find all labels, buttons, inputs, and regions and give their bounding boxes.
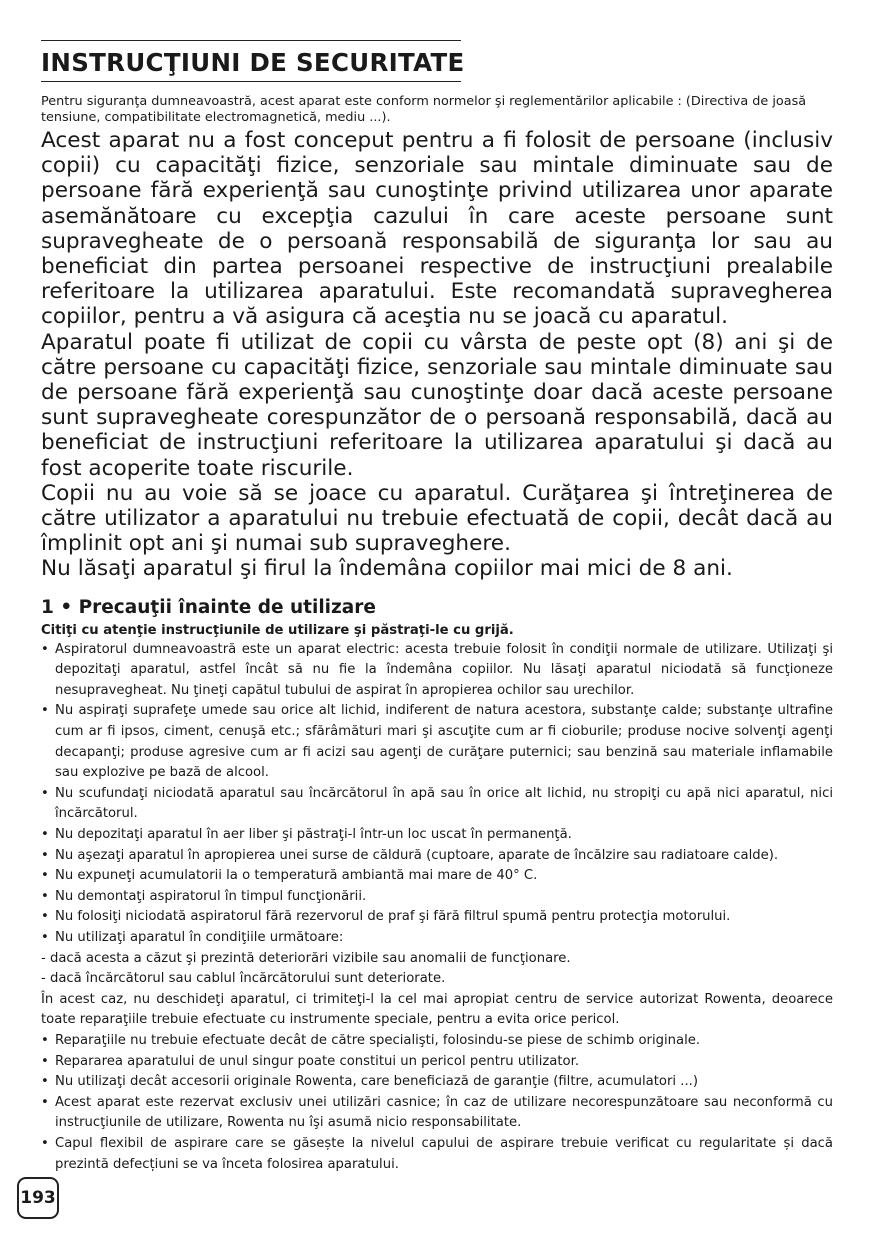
bullet-icon: • [41,1053,49,1069]
bullet-icon: • [41,1094,49,1110]
bullet-icon: • [41,1032,49,1048]
precautions-list-a [41,640,833,949]
list-item: • Nu aspiraţi suprafeţe umede sau orice alt lichid, indiferent de natura acestora, substanţe calde; substanţe ultrafine cum ar fi ipsos, ciment, cenuşă etc.; sfărâmături mari şi ascuţite cum ar fi cioburile; produse nocive solvenţi agenţi decapanţi; produse agresive cum ar fi acizi sau agenţi de curăţare puternici; sau benzină sau materiale inflamabile sau explozive pe bază de alcool. [41,703,833,781]
title-rule-top [41,40,461,41]
list-item: • Nu utilizaţi aparatul în condiţiile următoare: [41,928,833,949]
title-rule-bottom [41,81,461,82]
section-title: 1 • Precauţii înainte de utilizare [41,596,376,618]
section-subtitle: Citiţi cu atenţie instrucţiunile de utilizare şi păstraţi-le cu grijă. [41,622,514,638]
warning-paragraph: Acest aparat nu a fost conceput pentru a fi folosit de persoane (inclusiv copii) cu capacităţi fizice, senzoriale sau mintale diminuate sau de persoane fără experienţă sau cunoştinţe privind utilizarea unor aparate asemănătoare cu excepţia cazului în care aceste persoane sunt supravegheate de o persoană responsabilă de siguranţa lor sau au beneficiat din partea persoanei respective de instrucţiuni prealabile referitoare la utilizarea aparatului. Este recomandată supravegherea copiilor, pentru a vă asigura că aceştia nu se joacă cu aparatul. [41,128,833,330]
condition-line: - dacă acesta a căzut şi prezintă deteriorări vizibile sau anomalii de funcţionare. [41,950,571,966]
warnings-block [41,128,833,582]
list-item: • Acest aparat este rezervat exclusiv unei utilizări casnice; în caz de utilizare necorespunzătoare sau neconformă cu instrucţiunile de utilizare, Rowenta nu îşi asumă nicio responsabilitate. [41,1094,833,1131]
precautions-list-b [41,1031,833,1175]
bullet-icon: • [41,847,49,863]
list-item: • Repararea aparatului de unul singur poate constitui un pericol pentru utilizator. [41,1052,833,1073]
warning-paragraph: Aparatul poate fi utilizat de copii cu vârsta de peste opt (8) ani şi de către persoane cu capacităţi fizice, senzoriale sau mintale diminuate sau de persoane fără experienţă sau cunoştinţe doar dacă aceste persoane sunt supravegheate corespunzător de o persoană responsabilă, dacă au beneficiat de instrucţiuni referitoare la utilizarea aparatului şi dacă au fost acoperite toate riscurile. [41,329,833,481]
list-item: • Nu utilizaţi decât accesorii originale Rowenta, care beneficiază de garanţie (filtre, acumulatori ...) [41,1072,833,1093]
bullet-icon: • [41,641,49,657]
page-content [41,40,833,1175]
list-item: • Nu expuneţi acumulatorii la o temperatură ambiantă mai mare de 40° C. [41,866,833,887]
warning-paragraph: Nu lăsaţi aparatul şi firul la îndemâna copiilor mai mici de 8 ani. [41,556,733,582]
service-note: În acest caz, nu deschideţi aparatul, ci trimiteţi-l la cel mai apropiat centru de service autorizat Rowenta, deoarece toate reparaţiile trebuie efectuate cu instrumente speciale, pentru a evita orice pericol. [41,991,833,1028]
list-item: • Nu scufundaţi niciodată aparatul sau încărcătorul în apă sau în orice alt lichid, nu stropiţi cu apă nici aparatul, nici încărcătorul. [41,785,833,822]
condition-line: - dacă încărcătorul sau cablul încărcătorului sunt deteriorate. [41,971,446,987]
list-item: • Capul flexibil de aspirare care se găsește la nivelul capului de aspirare trebuie verificat cu regularitate și dacă prezintă defecțiuni se va înceta folosirea aparatului. [41,1135,833,1172]
page-title: INSTRUCŢIUNI DE SECURITATE [41,48,465,77]
bullet-icon: • [41,1074,49,1090]
list-item: • Reparaţiile nu trebuie efectuate decât de către specialişti, folosindu-se piese de schimb originale. [41,1031,833,1052]
list-item: • Nu demontaţi aspiratorul în timpul funcţionării. [41,887,833,908]
bullet-icon: • [41,909,49,925]
bullet-icon: • [41,703,49,719]
list-item: • Nu folosiţi niciodată aspiratorul fără rezervorul de praf şi fără filtrul spumă pentru protecţia motorului. [41,907,833,928]
bullet-icon: • [41,929,49,945]
bullet-icon: • [41,827,49,842]
intro-paragraph: Pentru siguranţa dumneavoastră, acest aparat este conform normelor şi reglementărilor aplicabile : (Directiva de joasă tensiune, compatibilitate electromagnetică, mediu ...). [41,94,807,125]
list-item: • Aspiratorul dumneavoastră este un aparat electric: acesta trebuie folosit în condiţii normale de utilizare. Utilizaţi şi depozitaţi aparatul, astfel încât să nu fie la îndemâna copiilor. Nu lăsaţi aparatul niciodată să funcţioneze nesupravegheat. Nu ţineţi capătul tubului de aspirat în apropierea ochilor sau urechilor. [41,641,833,698]
warning-paragraph: Copii nu au voie să se joace cu aparatul. Curăţarea şi întreţinerea de către utilizator a aparatului nu trebuie efectuată de copii, decât dacă au împlinit opt ani şi numai sub supraveghere. [41,480,833,557]
list-item: • Nu depozitaţi aparatul în aer liber şi păstraţi-l într-un loc uscat în permanenţă. [41,825,833,846]
page-number-badge: 193 [17,1177,59,1219]
bullet-icon: • [41,1135,49,1151]
bullet-icon: • [41,785,49,801]
bullet-icon: • [41,888,49,904]
list-item: • Nu aşezaţi aparatul în apropierea unei surse de căldură (cuptoare, aparate de încălzire sau radiatoare calde). [41,846,833,867]
bullet-icon: • [41,868,49,884]
